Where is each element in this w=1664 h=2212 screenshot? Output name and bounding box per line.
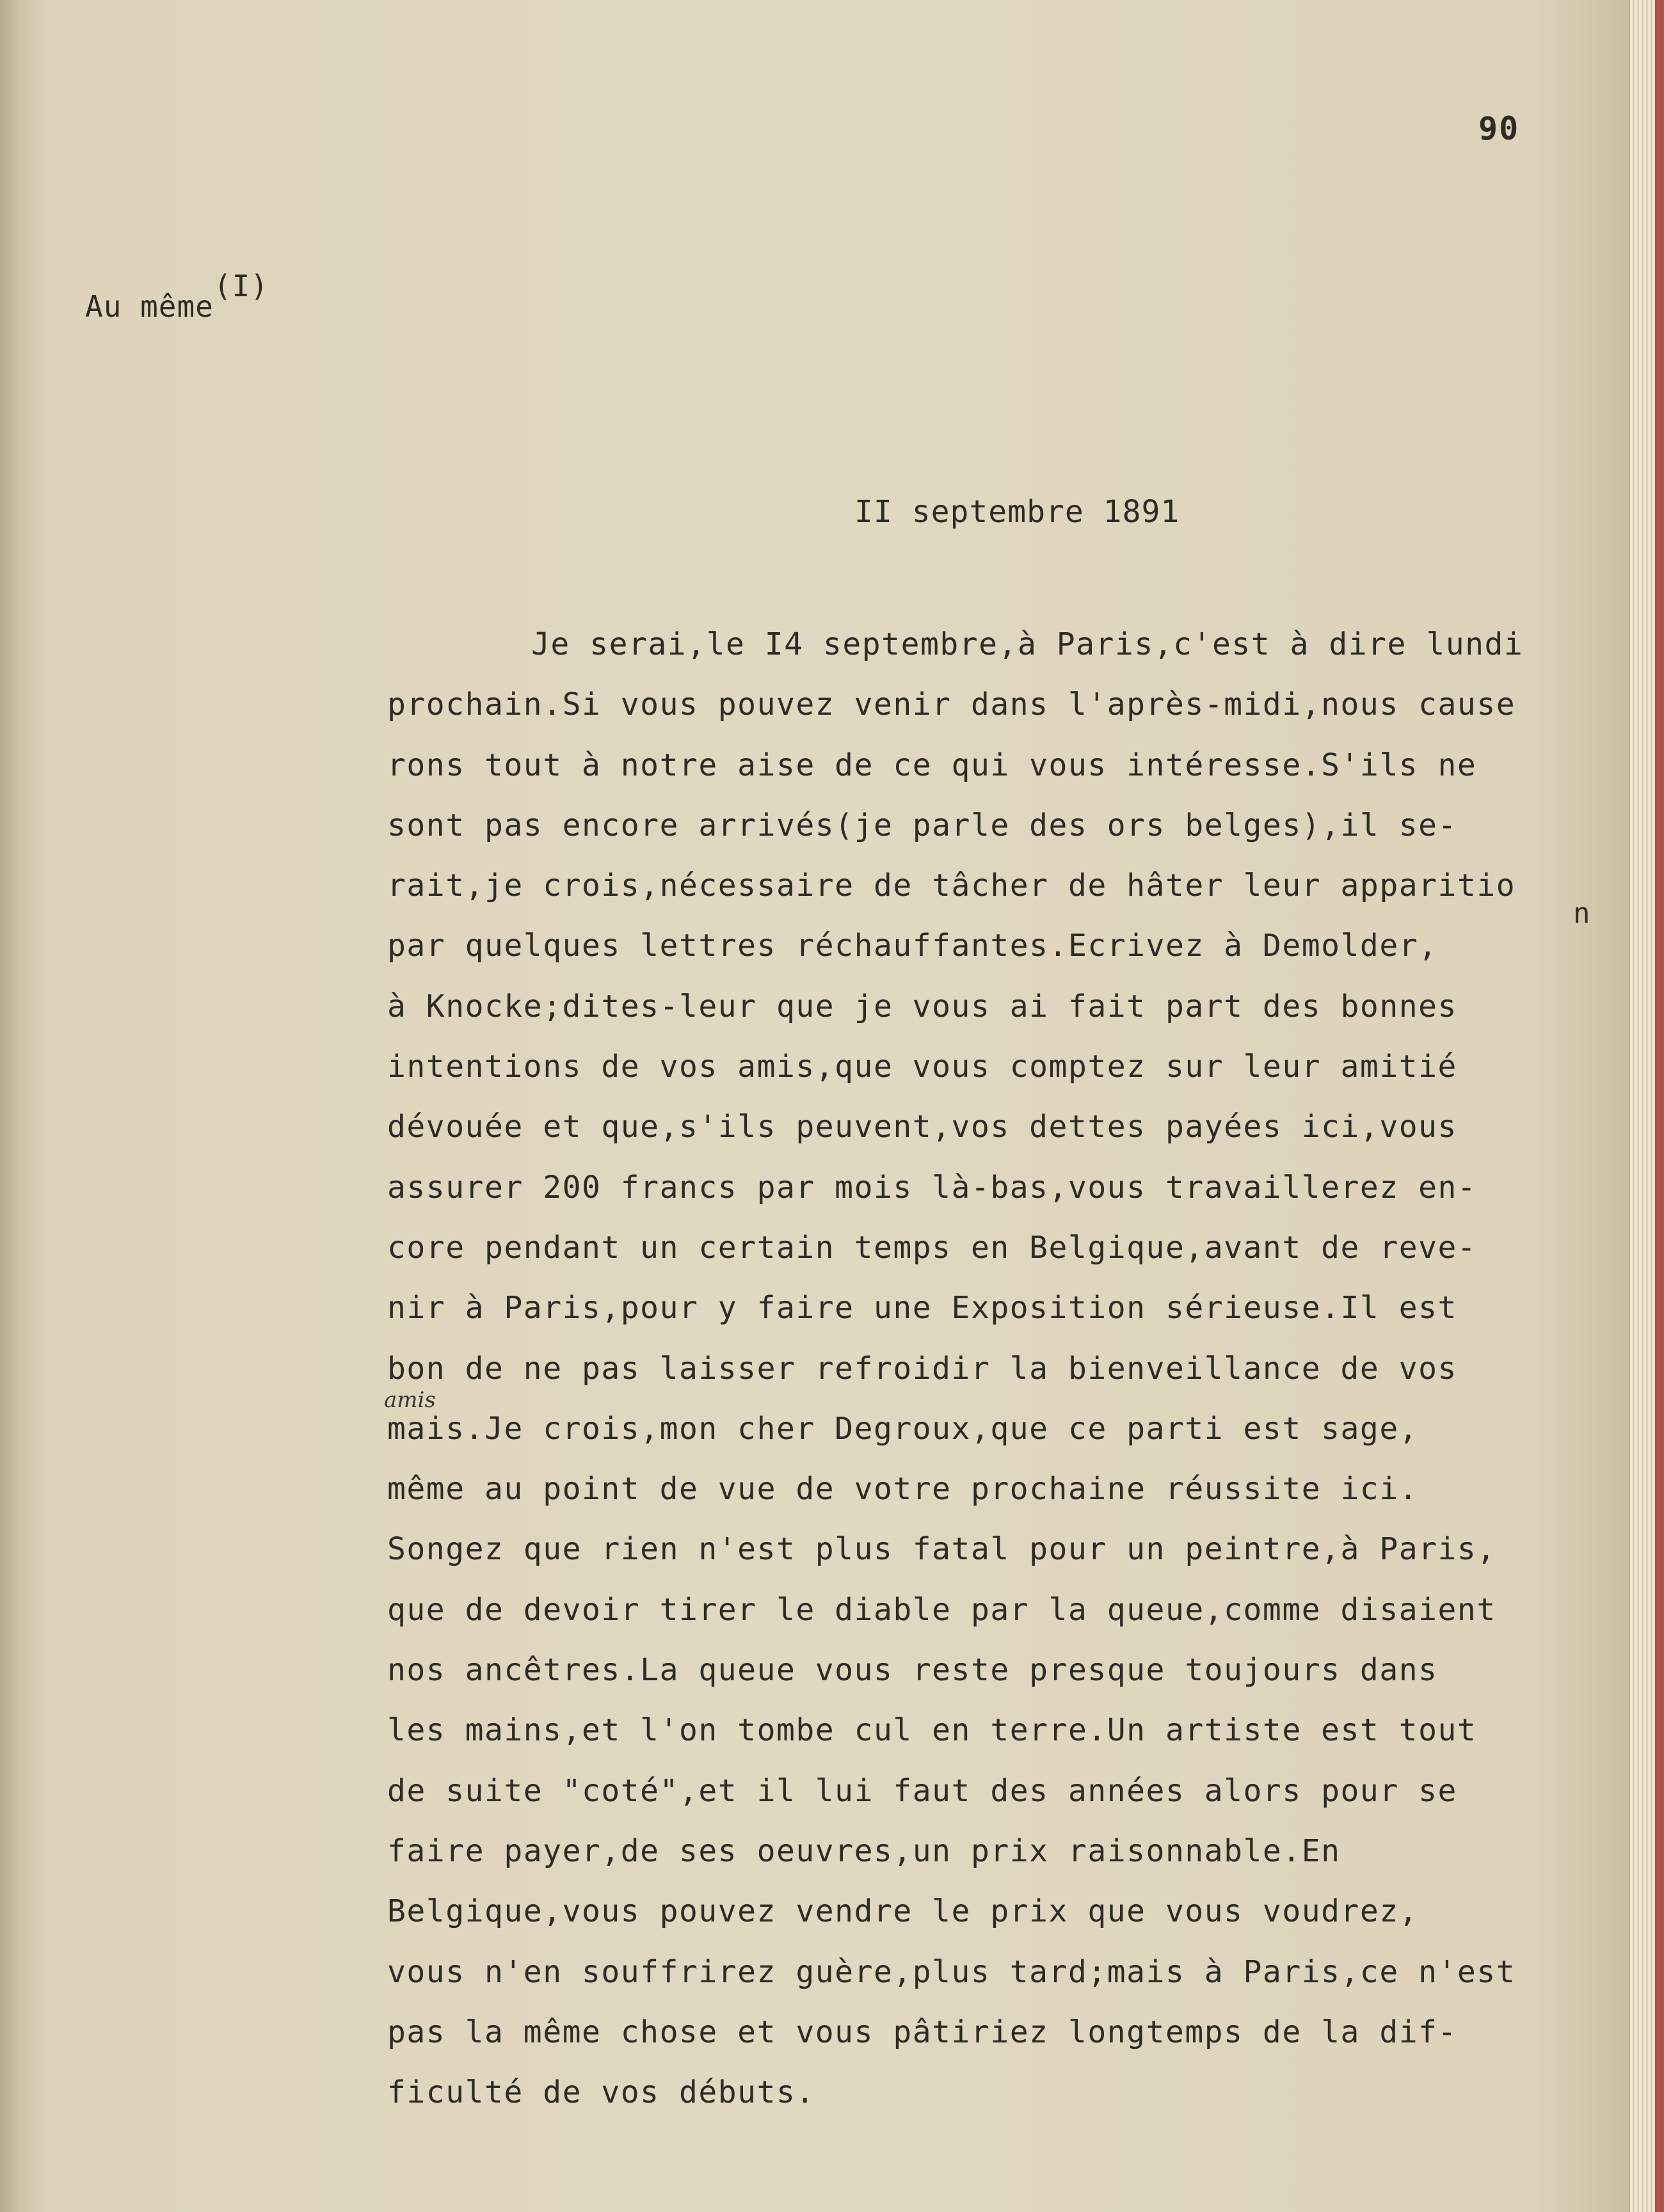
letter-date: II septembre 1891 (854, 494, 1180, 530)
body-line: de suite "coté",et il lui faut des années alors pour se (387, 1772, 1457, 1809)
body-line: à Knocke;dites-leur que je vous ai fait part des bonnes (387, 988, 1457, 1024)
body-line: intentions de vos amis,que vous comptez sur leur amitié (387, 1049, 1457, 1085)
body-line: faire payer,de ses oeuvres,un prix raisonnable.En (387, 1833, 1341, 1869)
body-line: Songez que rien n'est plus fatal pour un peintre,à Paris, (387, 1531, 1496, 1568)
body-line: rons tout à notre aise de ce qui vous intéresse.S'ils ne (387, 747, 1477, 783)
letter-body (387, 614, 1629, 2122)
recipient-label: Au même (85, 289, 214, 324)
body-line: dévouée et que,s'ils peuvent,vos dettes payées ici,vous (387, 1109, 1457, 1145)
body-line: core pendant un certain temps en Belgique,avant de reve- (387, 1229, 1477, 1266)
body-line: par quelques lettres réchauffantes.Ecrivez à Demolder, (387, 928, 1438, 964)
margin-correction: n (1573, 897, 1590, 930)
body-line: prochain.Si vous pouvez venir dans l'après-midi,nous cause (387, 687, 1516, 723)
body-line: les mains,et l'on tombe cul en terre.Un artiste est tout (387, 1712, 1477, 1749)
body-line: sont pas encore arrivés(je parle des ors belges),il se- (387, 807, 1457, 843)
footnote-marker: (I) (213, 269, 269, 303)
body-line: même au point de vue de votre prochaine réussite ici. (387, 1471, 1419, 1508)
recipient-heading (85, 269, 269, 324)
body-line: Je serai,le I4 septembre,à Paris,c'est à dire lundi (531, 626, 1524, 662)
body-line: vous n'en souffrirez guère,plus tard;mais à Paris,ce n'est (387, 1953, 1516, 1990)
body-line: ficulté de vos débuts. (387, 2074, 815, 2111)
handwritten-correction: amis (384, 1387, 436, 1413)
body-line: rait,je crois,nécessaire de tâcher de hâter leur apparitio (387, 868, 1516, 904)
book-page-edge (1629, 0, 1664, 2212)
body-line: nir à Paris,pour y faire une Exposition sérieuse.Il est (387, 1290, 1457, 1326)
body-line: bon de ne pas laisser refroidir la bienveillance de vos (387, 1350, 1457, 1387)
body-line: mais.Je crois,mon cher Degroux,que ce parti est sage, (387, 1410, 1419, 1447)
body-line: nos ancêtres.La queue vous reste presque toujours dans (387, 1652, 1438, 1689)
body-line: assurer 200 francs par mois là-bas,vous travaillerez en- (387, 1169, 1477, 1205)
body-line: pas la même chose et vous pâtiriez longtemps de la dif- (387, 2014, 1457, 2050)
body-line: Belgique,vous pouvez vendre le prix que vous voudrez, (387, 1893, 1419, 1930)
body-line: que de devoir tirer le diable par la queue,comme disaient (387, 1591, 1496, 1628)
page-number: 90 (1478, 110, 1520, 147)
